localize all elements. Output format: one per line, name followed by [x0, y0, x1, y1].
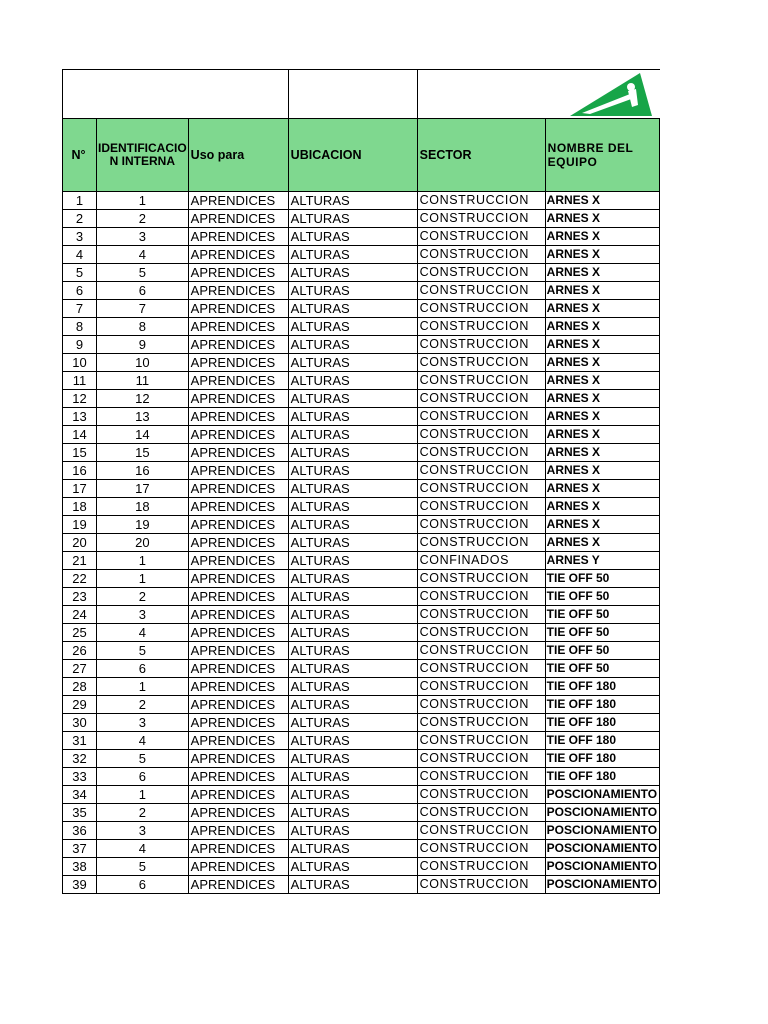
- cell-id[interactable]: 13: [97, 408, 189, 426]
- header-ubicacion: UBICACION: [288, 119, 417, 192]
- cell-ubicacion[interactable]: ALTURAS: [288, 210, 417, 228]
- cell-uso[interactable]: APRENDICES: [188, 336, 288, 354]
- cell-uso[interactable]: APRENDICES: [188, 372, 288, 390]
- cell-uso[interactable]: APRENDICES: [188, 192, 288, 210]
- cell-id[interactable]: 3: [97, 228, 189, 246]
- cell-num[interactable]: 21: [63, 552, 97, 570]
- logo-cell: [545, 70, 659, 119]
- cell-nombre[interactable]: ARNES X: [545, 282, 659, 300]
- cell-ubicacion[interactable]: ALTURAS: [288, 372, 417, 390]
- table-row: [63, 480, 660, 498]
- table-row: [63, 750, 660, 768]
- table-row: [63, 876, 660, 894]
- cell-nombre[interactable]: TIE OFF 180: [545, 696, 659, 714]
- cell-id[interactable]: 9: [97, 336, 189, 354]
- cell-ubicacion[interactable]: ALTURAS: [288, 534, 417, 552]
- cell-uso[interactable]: APRENDICES: [188, 570, 288, 588]
- cell-sector[interactable]: CONSTRUCCION: [417, 498, 545, 516]
- cell-id[interactable]: 2: [97, 588, 189, 606]
- title-cell-middle[interactable]: [288, 70, 417, 119]
- table-row: [63, 840, 660, 858]
- cell-ubicacion[interactable]: ALTURAS: [288, 552, 417, 570]
- cell-id[interactable]: 5: [97, 642, 189, 660]
- cell-uso[interactable]: APRENDICES: [188, 858, 288, 876]
- cell-id[interactable]: 1: [97, 192, 189, 210]
- cell-ubicacion[interactable]: ALTURAS: [288, 714, 417, 732]
- header-num: N°: [63, 119, 97, 192]
- table-row: [63, 408, 660, 426]
- cell-id[interactable]: 5: [97, 858, 189, 876]
- cell-sector[interactable]: CONSTRUCCION: [417, 480, 545, 498]
- table-row: [63, 732, 660, 750]
- cell-sector[interactable]: CONSTRUCCION: [417, 642, 545, 660]
- cell-uso[interactable]: APRENDICES: [188, 714, 288, 732]
- cell-num[interactable]: 25: [63, 624, 97, 642]
- cell-num[interactable]: 1: [63, 192, 97, 210]
- cell-num[interactable]: 12: [63, 390, 97, 408]
- cell-num[interactable]: 3: [63, 228, 97, 246]
- cell-ubicacion[interactable]: ALTURAS: [288, 642, 417, 660]
- table-row: [63, 318, 660, 336]
- cell-nombre[interactable]: POSCIONAMIENTO: [545, 822, 659, 840]
- cell-nombre[interactable]: TIE OFF 180: [545, 678, 659, 696]
- cell-id[interactable]: 2: [97, 804, 189, 822]
- cell-num[interactable]: 4: [63, 246, 97, 264]
- cell-nombre[interactable]: ARNES Y: [545, 552, 659, 570]
- cell-ubicacion[interactable]: ALTURAS: [288, 768, 417, 786]
- table-row: [63, 498, 660, 516]
- cell-ubicacion[interactable]: ALTURAS: [288, 264, 417, 282]
- table-row: [63, 246, 660, 264]
- table-row: [63, 390, 660, 408]
- cell-sector[interactable]: CONSTRUCCION: [417, 354, 545, 372]
- cell-id[interactable]: 3: [97, 822, 189, 840]
- table-row: [63, 678, 660, 696]
- equipment-sheet: [62, 69, 660, 894]
- cell-ubicacion[interactable]: ALTURAS: [288, 480, 417, 498]
- cell-id[interactable]: 5: [97, 750, 189, 768]
- cell-id[interactable]: 18: [97, 498, 189, 516]
- cell-ubicacion[interactable]: ALTURAS: [288, 804, 417, 822]
- cell-sector[interactable]: CONSTRUCCION: [417, 516, 545, 534]
- cell-uso[interactable]: APRENDICES: [188, 840, 288, 858]
- cell-num[interactable]: 37: [63, 840, 97, 858]
- cell-nombre[interactable]: TIE OFF 50: [545, 642, 659, 660]
- cell-sector[interactable]: CONFINADOS: [417, 552, 545, 570]
- cell-sector[interactable]: CONSTRUCCION: [417, 588, 545, 606]
- cell-num[interactable]: 26: [63, 642, 97, 660]
- table-row: [63, 858, 660, 876]
- cell-uso[interactable]: APRENDICES: [188, 606, 288, 624]
- logo-triangle: [570, 73, 652, 116]
- table-row: [63, 696, 660, 714]
- cell-id[interactable]: 4: [97, 246, 189, 264]
- cell-nombre[interactable]: ARNES X: [545, 462, 659, 480]
- cell-uso[interactable]: APRENDICES: [188, 660, 288, 678]
- cell-nombre[interactable]: TIE OFF 180: [545, 768, 659, 786]
- cell-ubicacion[interactable]: ALTURAS: [288, 588, 417, 606]
- cell-nombre[interactable]: TIE OFF 180: [545, 714, 659, 732]
- table-row: [63, 822, 660, 840]
- cell-ubicacion[interactable]: ALTURAS: [288, 696, 417, 714]
- cell-nombre[interactable]: TIE OFF 50: [545, 588, 659, 606]
- cell-uso[interactable]: APRENDICES: [188, 552, 288, 570]
- cell-ubicacion[interactable]: ALTURAS: [288, 444, 417, 462]
- cell-uso[interactable]: APRENDICES: [188, 300, 288, 318]
- cell-num[interactable]: 14: [63, 426, 97, 444]
- table-row: [63, 606, 660, 624]
- cell-nombre[interactable]: TIE OFF 50: [545, 570, 659, 588]
- cell-id[interactable]: 1: [97, 570, 189, 588]
- cell-ubicacion[interactable]: ALTURAS: [288, 246, 417, 264]
- cell-id[interactable]: 5: [97, 264, 189, 282]
- cell-sector[interactable]: CONSTRUCCION: [417, 678, 545, 696]
- header-id: IDENTIFICACIO N INTERNA: [97, 119, 189, 192]
- cell-id[interactable]: 3: [97, 606, 189, 624]
- cell-nombre[interactable]: ARNES X: [545, 354, 659, 372]
- cell-ubicacion[interactable]: ALTURAS: [288, 876, 417, 894]
- cell-sector[interactable]: CONSTRUCCION: [417, 876, 545, 894]
- cell-sector[interactable]: CONSTRUCCION: [417, 822, 545, 840]
- climber-triangle-logo-icon: [568, 71, 654, 117]
- cell-nombre[interactable]: ARNES X: [545, 534, 659, 552]
- cell-num[interactable]: 8: [63, 318, 97, 336]
- cell-nombre[interactable]: ARNES X: [545, 228, 659, 246]
- cell-nombre[interactable]: POSCIONAMIENTO: [545, 858, 659, 876]
- cell-nombre[interactable]: ARNES X: [545, 246, 659, 264]
- cell-sector[interactable]: CONSTRUCCION: [417, 264, 545, 282]
- table-row: [63, 768, 660, 786]
- cell-sector[interactable]: CONSTRUCCION: [417, 210, 545, 228]
- cell-ubicacion[interactable]: ALTURAS: [288, 228, 417, 246]
- cell-id[interactable]: 6: [97, 282, 189, 300]
- cell-num[interactable]: 17: [63, 480, 97, 498]
- header-nombre: NOMBRE DEL EQUIPO: [545, 119, 659, 192]
- cell-id[interactable]: 11: [97, 372, 189, 390]
- cell-id[interactable]: 16: [97, 462, 189, 480]
- cell-id[interactable]: 7: [97, 300, 189, 318]
- cell-uso[interactable]: APRENDICES: [188, 408, 288, 426]
- cell-nombre[interactable]: TIE OFF 50: [545, 606, 659, 624]
- table-row: [63, 462, 660, 480]
- cell-id[interactable]: 2: [97, 696, 189, 714]
- header-sector: SECTOR: [417, 119, 545, 192]
- cell-uso[interactable]: APRENDICES: [188, 282, 288, 300]
- cell-sector[interactable]: CONSTRUCCION: [417, 768, 545, 786]
- cell-num[interactable]: 19: [63, 516, 97, 534]
- cell-sector[interactable]: CONSTRUCCION: [417, 408, 545, 426]
- cell-uso[interactable]: APRENDICES: [188, 444, 288, 462]
- cell-uso[interactable]: APRENDICES: [188, 696, 288, 714]
- cell-nombre[interactable]: ARNES X: [545, 372, 659, 390]
- cell-id[interactable]: 10: [97, 354, 189, 372]
- cell-id[interactable]: 15: [97, 444, 189, 462]
- cell-num[interactable]: 28: [63, 678, 97, 696]
- cell-ubicacion[interactable]: ALTURAS: [288, 858, 417, 876]
- cell-nombre[interactable]: ARNES X: [545, 192, 659, 210]
- cell-sector[interactable]: CONSTRUCCION: [417, 624, 545, 642]
- table-row: [63, 552, 660, 570]
- cell-nombre[interactable]: ARNES X: [545, 444, 659, 462]
- cell-uso[interactable]: APRENDICES: [188, 642, 288, 660]
- cell-sector[interactable]: CONSTRUCCION: [417, 606, 545, 624]
- cell-uso[interactable]: APRENDICES: [188, 480, 288, 498]
- cell-num[interactable]: 5: [63, 264, 97, 282]
- cell-id[interactable]: 8: [97, 318, 189, 336]
- cell-num[interactable]: 16: [63, 462, 97, 480]
- table-row: [63, 444, 660, 462]
- cell-uso[interactable]: APRENDICES: [188, 498, 288, 516]
- table-row: [63, 588, 660, 606]
- cell-num[interactable]: 20: [63, 534, 97, 552]
- cell-sector[interactable]: CONSTRUCCION: [417, 336, 545, 354]
- cell-nombre[interactable]: TIE OFF 180: [545, 750, 659, 768]
- table-row: [63, 336, 660, 354]
- cell-nombre[interactable]: ARNES X: [545, 426, 659, 444]
- cell-ubicacion[interactable]: ALTURAS: [288, 498, 417, 516]
- table-row: [63, 282, 660, 300]
- cell-uso[interactable]: APRENDICES: [188, 246, 288, 264]
- cell-nombre[interactable]: ARNES X: [545, 498, 659, 516]
- cell-nombre[interactable]: ARNES X: [545, 408, 659, 426]
- cell-id[interactable]: 1: [97, 786, 189, 804]
- header-uso: Uso para: [188, 119, 288, 192]
- cell-nombre[interactable]: ARNES X: [545, 318, 659, 336]
- cell-num[interactable]: 34: [63, 786, 97, 804]
- cell-sector[interactable]: CONSTRUCCION: [417, 246, 545, 264]
- cell-sector[interactable]: CONSTRUCCION: [417, 390, 545, 408]
- cell-num[interactable]: 31: [63, 732, 97, 750]
- cell-id[interactable]: 17: [97, 480, 189, 498]
- cell-nombre[interactable]: ARNES X: [545, 210, 659, 228]
- table-row: [63, 570, 660, 588]
- cell-nombre[interactable]: ARNES X: [545, 336, 659, 354]
- table-row: [63, 786, 660, 804]
- equipment-table: [62, 69, 660, 894]
- cell-nombre[interactable]: POSCIONAMIENTO: [545, 804, 659, 822]
- table-row: [63, 804, 660, 822]
- cell-uso[interactable]: APRENDICES: [188, 264, 288, 282]
- cell-ubicacion[interactable]: ALTURAS: [288, 390, 417, 408]
- table-row: [63, 624, 660, 642]
- table-row: [63, 516, 660, 534]
- cell-uso[interactable]: APRENDICES: [188, 462, 288, 480]
- cell-ubicacion[interactable]: ALTURAS: [288, 750, 417, 768]
- cell-nombre[interactable]: ARNES X: [545, 264, 659, 282]
- cell-sector[interactable]: CONSTRUCCION: [417, 858, 545, 876]
- cell-num[interactable]: 11: [63, 372, 97, 390]
- cell-sector[interactable]: CONSTRUCCION: [417, 750, 545, 768]
- cell-nombre[interactable]: ARNES X: [545, 480, 659, 498]
- cell-num[interactable]: 36: [63, 822, 97, 840]
- cell-sector[interactable]: CONSTRUCCION: [417, 426, 545, 444]
- cell-nombre[interactable]: POSCIONAMIENTO: [545, 840, 659, 858]
- cell-id[interactable]: 4: [97, 840, 189, 858]
- cell-ubicacion[interactable]: ALTURAS: [288, 840, 417, 858]
- cell-sector[interactable]: CONSTRUCCION: [417, 786, 545, 804]
- cell-num[interactable]: 24: [63, 606, 97, 624]
- cell-uso[interactable]: APRENDICES: [188, 822, 288, 840]
- cell-uso[interactable]: APRENDICES: [188, 210, 288, 228]
- cell-num[interactable]: 10: [63, 354, 97, 372]
- cell-uso[interactable]: APRENDICES: [188, 390, 288, 408]
- table-row: [63, 228, 660, 246]
- cell-uso[interactable]: APRENDICES: [188, 354, 288, 372]
- table-row: [63, 192, 660, 210]
- cell-uso[interactable]: APRENDICES: [188, 876, 288, 894]
- cell-sector[interactable]: CONSTRUCCION: [417, 282, 545, 300]
- cell-nombre[interactable]: TIE OFF 180: [545, 732, 659, 750]
- cell-id[interactable]: 6: [97, 660, 189, 678]
- table-row: [63, 300, 660, 318]
- cell-sector[interactable]: CONSTRUCCION: [417, 732, 545, 750]
- cell-ubicacion[interactable]: ALTURAS: [288, 462, 417, 480]
- table-row: [63, 426, 660, 444]
- cell-sector[interactable]: CONSTRUCCION: [417, 840, 545, 858]
- cell-num[interactable]: 33: [63, 768, 97, 786]
- cell-id[interactable]: 19: [97, 516, 189, 534]
- cell-uso[interactable]: APRENDICES: [188, 804, 288, 822]
- table-row: [63, 354, 660, 372]
- cell-id[interactable]: 12: [97, 390, 189, 408]
- table-row: [63, 714, 660, 732]
- table-row: [63, 534, 660, 552]
- cell-id[interactable]: 20: [97, 534, 189, 552]
- title-row: [63, 70, 660, 119]
- table-row: [63, 210, 660, 228]
- table-row: [63, 264, 660, 282]
- cell-nombre[interactable]: ARNES X: [545, 300, 659, 318]
- cell-id[interactable]: 14: [97, 426, 189, 444]
- cell-num[interactable]: 7: [63, 300, 97, 318]
- cell-sector[interactable]: CONSTRUCCION: [417, 804, 545, 822]
- cell-ubicacion[interactable]: ALTURAS: [288, 408, 417, 426]
- cell-uso[interactable]: APRENDICES: [188, 624, 288, 642]
- cell-sector[interactable]: CONSTRUCCION: [417, 300, 545, 318]
- cell-id[interactable]: 2: [97, 210, 189, 228]
- cell-sector[interactable]: CONSTRUCCION: [417, 462, 545, 480]
- cell-uso[interactable]: APRENDICES: [188, 588, 288, 606]
- cell-ubicacion[interactable]: ALTURAS: [288, 318, 417, 336]
- cell-sector[interactable]: CONSTRUCCION: [417, 444, 545, 462]
- cell-num[interactable]: 30: [63, 714, 97, 732]
- cell-num[interactable]: 22: [63, 570, 97, 588]
- cell-sector[interactable]: CONSTRUCCION: [417, 660, 545, 678]
- cell-num[interactable]: 32: [63, 750, 97, 768]
- cell-num[interactable]: 38: [63, 858, 97, 876]
- cell-ubicacion[interactable]: ALTURAS: [288, 516, 417, 534]
- cell-uso[interactable]: APRENDICES: [188, 426, 288, 444]
- cell-num[interactable]: 2: [63, 210, 97, 228]
- cell-num[interactable]: 9: [63, 336, 97, 354]
- cell-ubicacion[interactable]: ALTURAS: [288, 192, 417, 210]
- cell-sector[interactable]: CONSTRUCCION: [417, 534, 545, 552]
- cell-id[interactable]: 6: [97, 876, 189, 894]
- cell-uso[interactable]: APRENDICES: [188, 678, 288, 696]
- cell-sector[interactable]: CONSTRUCCION: [417, 228, 545, 246]
- cell-uso[interactable]: APRENDICES: [188, 732, 288, 750]
- cell-nombre[interactable]: ARNES X: [545, 390, 659, 408]
- cell-num[interactable]: 6: [63, 282, 97, 300]
- cell-ubicacion[interactable]: ALTURAS: [288, 282, 417, 300]
- cell-uso[interactable]: APRENDICES: [188, 318, 288, 336]
- title-cell-left[interactable]: [63, 70, 289, 119]
- cell-uso[interactable]: APRENDICES: [188, 228, 288, 246]
- cell-ubicacion[interactable]: ALTURAS: [288, 786, 417, 804]
- cell-ubicacion[interactable]: ALTURAS: [288, 606, 417, 624]
- cell-id[interactable]: 4: [97, 732, 189, 750]
- cell-num[interactable]: 13: [63, 408, 97, 426]
- cell-ubicacion[interactable]: ALTURAS: [288, 300, 417, 318]
- cell-uso[interactable]: APRENDICES: [188, 768, 288, 786]
- cell-num[interactable]: 27: [63, 660, 97, 678]
- cell-ubicacion[interactable]: ALTURAS: [288, 732, 417, 750]
- table-body: [63, 70, 660, 894]
- table-row: [63, 372, 660, 390]
- cell-ubicacion[interactable]: ALTURAS: [288, 678, 417, 696]
- cell-num[interactable]: 15: [63, 444, 97, 462]
- cell-sector[interactable]: CONSTRUCCION: [417, 192, 545, 210]
- table-row: [63, 642, 660, 660]
- cell-ubicacion[interactable]: ALTURAS: [288, 570, 417, 588]
- cell-num[interactable]: 29: [63, 696, 97, 714]
- cell-sector[interactable]: CONSTRUCCION: [417, 318, 545, 336]
- cell-ubicacion[interactable]: ALTURAS: [288, 336, 417, 354]
- cell-sector[interactable]: CONSTRUCCION: [417, 570, 545, 588]
- cell-id[interactable]: 3: [97, 714, 189, 732]
- cell-sector[interactable]: CONSTRUCCION: [417, 714, 545, 732]
- cell-num[interactable]: 23: [63, 588, 97, 606]
- title-cell-right[interactable]: [417, 70, 545, 119]
- cell-id[interactable]: 6: [97, 768, 189, 786]
- cell-nombre[interactable]: TIE OFF 50: [545, 660, 659, 678]
- cell-ubicacion[interactable]: ALTURAS: [288, 624, 417, 642]
- cell-id[interactable]: 1: [97, 678, 189, 696]
- cell-id[interactable]: 4: [97, 624, 189, 642]
- cell-num[interactable]: 18: [63, 498, 97, 516]
- cell-ubicacion[interactable]: ALTURAS: [288, 426, 417, 444]
- cell-uso[interactable]: APRENDICES: [188, 750, 288, 768]
- cell-uso[interactable]: APRENDICES: [188, 786, 288, 804]
- header-row: [63, 119, 660, 192]
- cell-sector[interactable]: CONSTRUCCION: [417, 696, 545, 714]
- cell-nombre[interactable]: POSCIONAMIENTO: [545, 876, 659, 894]
- cell-nombre[interactable]: POSCIONAMIENTO: [545, 786, 659, 804]
- cell-sector[interactable]: CONSTRUCCION: [417, 372, 545, 390]
- cell-ubicacion[interactable]: ALTURAS: [288, 822, 417, 840]
- cell-uso[interactable]: APRENDICES: [188, 534, 288, 552]
- cell-nombre[interactable]: TIE OFF 50: [545, 624, 659, 642]
- cell-num[interactable]: 35: [63, 804, 97, 822]
- cell-nombre[interactable]: ARNES X: [545, 516, 659, 534]
- cell-ubicacion[interactable]: ALTURAS: [288, 354, 417, 372]
- cell-id[interactable]: 1: [97, 552, 189, 570]
- cell-uso[interactable]: APRENDICES: [188, 516, 288, 534]
- cell-num[interactable]: 39: [63, 876, 97, 894]
- table-row: [63, 660, 660, 678]
- cell-ubicacion[interactable]: ALTURAS: [288, 660, 417, 678]
